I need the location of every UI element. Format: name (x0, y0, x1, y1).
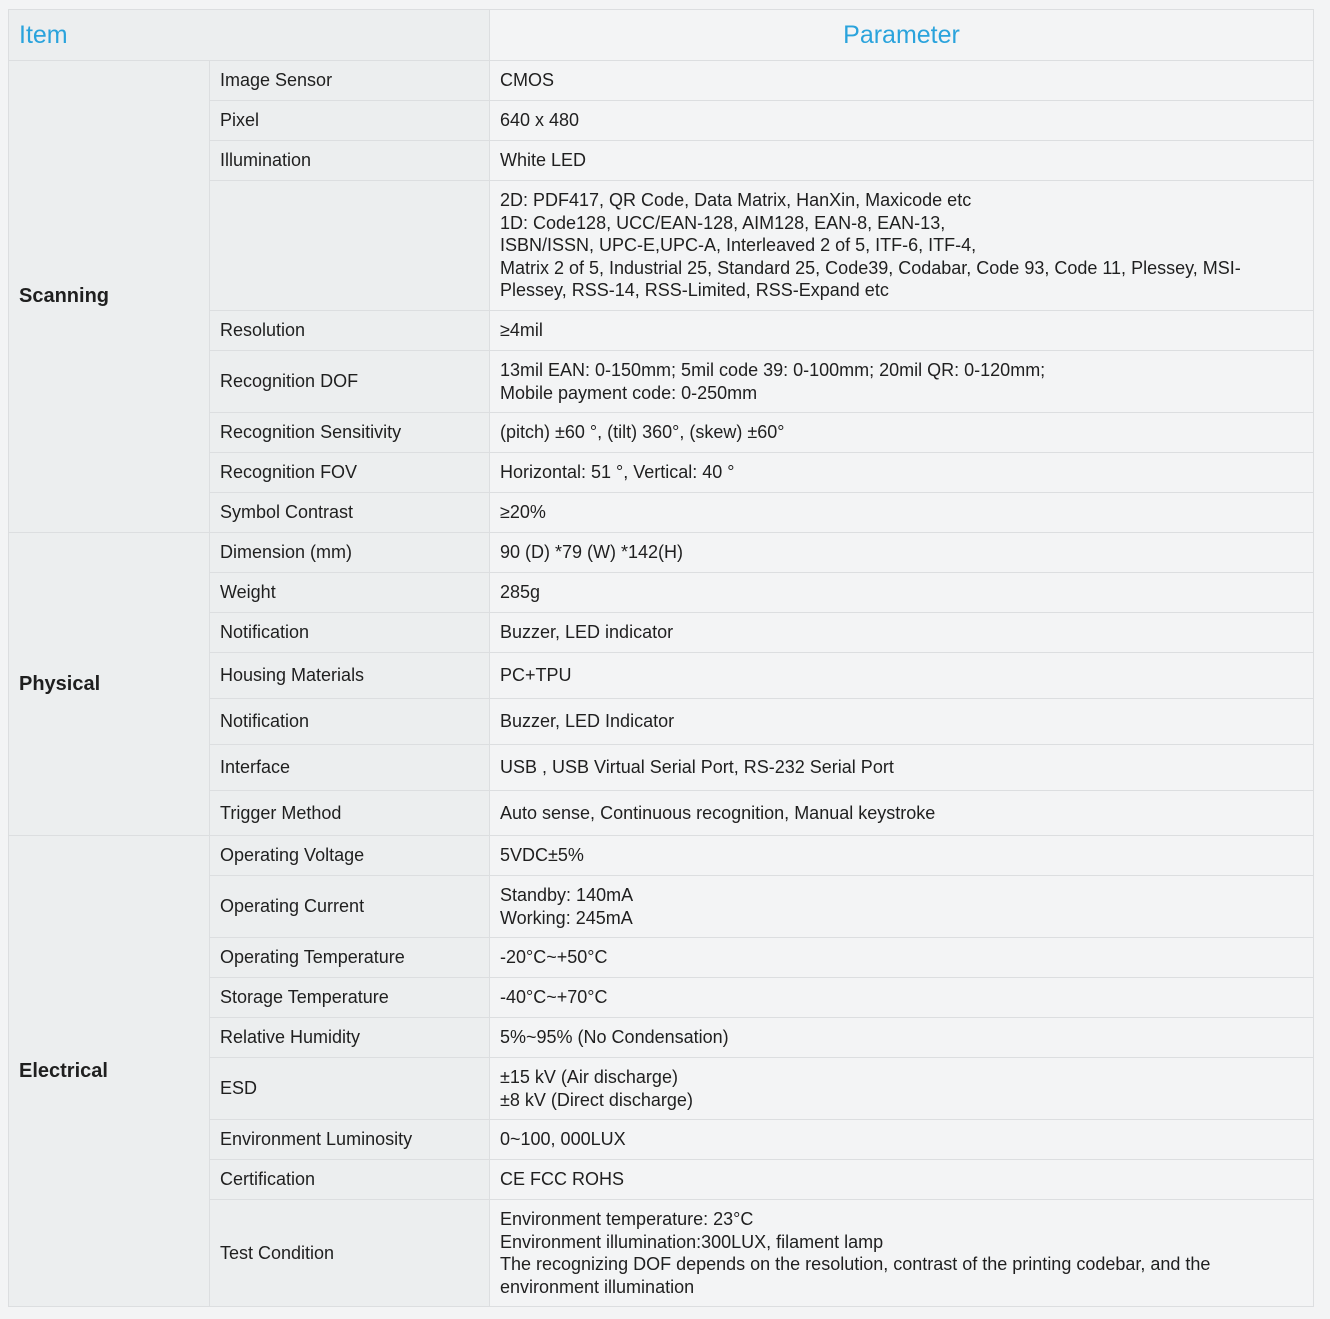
spec-label: Weight (210, 573, 490, 613)
spec-value-line: 5%~95% (No Condensation) (500, 1027, 729, 1048)
spec-value-line: Auto sense, Continuous recognition, Manual keystroke (500, 802, 936, 823)
spec-value (490, 453, 1314, 493)
header-row (9, 10, 1314, 61)
spec-value (490, 613, 1314, 653)
spec-value-line: CE FCC ROHS (500, 1169, 625, 1190)
spec-value (490, 1200, 1314, 1307)
spec-value-line: 90 (D) *79 (W) *142(H) (500, 542, 684, 563)
spec-value-line: ≥4mil (500, 320, 543, 341)
spec-value-line: Horizontal: 51 °, Vertical: 40 ° (500, 462, 735, 483)
spec-value-line: Buzzer, LED Indicator (500, 711, 675, 732)
spec-label: Illumination (210, 141, 490, 181)
spec-value (490, 493, 1314, 533)
spec-value (490, 836, 1314, 876)
group-name-scanning: Scanning (9, 61, 210, 533)
spec-value-line: 5VDC±5% (500, 845, 584, 866)
spec-label: Test Condition (210, 1200, 490, 1307)
table-row (9, 836, 1314, 876)
spec-value-line: USB , USB Virtual Serial Port, RS-232 Serial Port (500, 757, 894, 778)
spec-label: Notification (210, 699, 490, 745)
spec-value-line: Standby: 140mA (500, 885, 634, 905)
spec-label: Operating Temperature (210, 938, 490, 978)
spec-value (490, 141, 1314, 181)
spec-value (490, 653, 1314, 699)
spec-value-line: 2D: PDF417, QR Code, Data Matrix, HanXin, Maxicode etc (500, 190, 972, 211)
spec-label (210, 181, 490, 311)
spec-value (490, 938, 1314, 978)
spec-value (490, 699, 1314, 745)
spec-label: Housing Materials (210, 653, 490, 699)
spec-value (490, 1120, 1314, 1160)
spec-value (490, 745, 1314, 791)
spec-label: Relative Humidity (210, 1018, 490, 1058)
spec-value-line: Environment illumination:300LUX, filament lamp (500, 1231, 884, 1252)
spec-label: Dimension (mm) (210, 533, 490, 573)
spec-value (490, 573, 1314, 613)
spec-value-line: 13mil EAN: 0-150mm; 5mil code 39: 0-100mm; 20mil QR: 0-120mm; (500, 360, 1046, 380)
spec-value-line: ISBN/ISSN, UPC-E,UPC-A, Interleaved 2 of 5, ITF-6, ITF-4, (500, 235, 977, 256)
spec-label: Interface (210, 745, 490, 791)
spec-value-line: Matrix 2 of 5, Industrial 25, Standard 25, Code39, Codabar, Code 93, Code 11, Plessey, MSI- (500, 257, 1241, 278)
spec-value-line: 285g (500, 582, 541, 603)
spec-value (490, 876, 1314, 938)
spec-label: Recognition DOF (210, 351, 490, 413)
spec-label: Recognition FOV (210, 453, 490, 493)
spec-value-line: White LED (500, 150, 587, 171)
spec-value-line: Buzzer, LED indicator (500, 622, 674, 643)
header-parameter: Parameter (490, 10, 1314, 61)
spec-value-line: Environment temperature: 23°C (500, 1209, 754, 1229)
spec-value-line: environment illumination (500, 1276, 695, 1297)
spec-label: Certification (210, 1160, 490, 1200)
spec-value (490, 413, 1314, 453)
spec-value-line: Plessey, RSS-14, RSS-Limited, RSS-Expand etc (500, 280, 889, 301)
spec-label: Image Sensor (210, 61, 490, 101)
spec-value-line: The recognizing DOF depends on the resolution, contrast of the printing codebar, and the (500, 1254, 1211, 1274)
spec-value (490, 533, 1314, 573)
spec-label: Symbol Contrast (210, 493, 490, 533)
spec-value-line: (pitch) ±60 °, (tilt) 360°, (skew) ±60° (500, 422, 785, 443)
header-item: Item (9, 10, 490, 61)
spec-value (490, 1058, 1314, 1120)
spec-label: Trigger Method (210, 791, 490, 836)
spec-label: Pixel (210, 101, 490, 141)
spec-label: Notification (210, 613, 490, 653)
spec-value-line: 640 x 480 (500, 110, 580, 131)
spec-value-line: ±15 kV (Air discharge) (500, 1067, 678, 1087)
spec-value (490, 1160, 1314, 1200)
group-name-electrical: Electrical (9, 836, 210, 1307)
spec-label: Environment Luminosity (210, 1120, 490, 1160)
spec-value-line: ≥20% (500, 502, 546, 523)
table-row (9, 61, 1314, 101)
table-row (9, 533, 1314, 573)
spec-value (490, 791, 1314, 836)
spec-label: Storage Temperature (210, 978, 490, 1018)
spec-value (490, 351, 1314, 413)
spec-value-line: Working: 245mA (500, 907, 633, 928)
spec-label: Operating Current (210, 876, 490, 938)
spec-label: Recognition Sensitivity (210, 413, 490, 453)
spec-label: Operating Voltage (210, 836, 490, 876)
spec-value (490, 61, 1314, 101)
spec-value-line: ±8 kV (Direct discharge) (500, 1089, 693, 1110)
spec-value-line: PC+TPU (500, 665, 572, 686)
spec-table-container (8, 9, 1313, 1307)
spec-value (490, 978, 1314, 1018)
spec-value (490, 101, 1314, 141)
spec-value-line: Mobile payment code: 0-250mm (500, 382, 758, 403)
group-name-physical: Physical (9, 533, 210, 836)
spec-label: Resolution (210, 311, 490, 351)
spec-value-line: 0~100, 000LUX (500, 1129, 626, 1150)
spec-value-line: -20°C~+50°C (500, 947, 608, 968)
spec-value (490, 181, 1314, 311)
spec-value-line: CMOS (500, 70, 554, 91)
spec-value (490, 311, 1314, 351)
spec-value-line: -40°C~+70°C (500, 987, 608, 1008)
spec-value (490, 1018, 1314, 1058)
spec-table (8, 9, 1314, 1307)
spec-label: ESD (210, 1058, 490, 1120)
spec-value-line: 1D: Code128, UCC/EAN-128, AIM128, EAN-8, EAN-13, (500, 212, 946, 233)
